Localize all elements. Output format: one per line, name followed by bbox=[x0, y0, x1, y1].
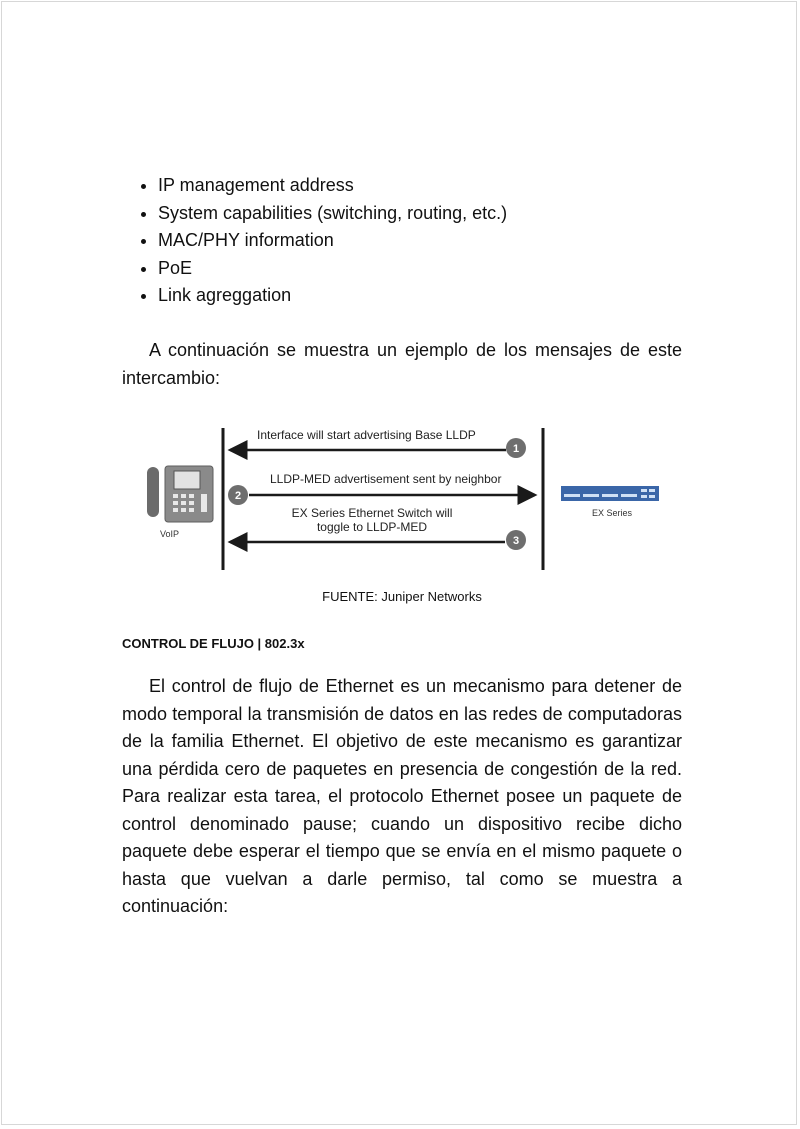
body-paragraph: El control de flujo de Ethernet es un mecanismo para detener de modo temporal la transmisión de datos en las redes de computadoras de la familia Ethernet. El objetivo de este mecanismo es garantizar una pérdida cero de paquetes en presencia de congestión de la red. Para realizar esta tarea, el protocolo Ethernet posee un paquete de control denominado pause; cuando un dispositivo recibe dicho paquete debe esperar el tiempo que se envía en el mismo paquete o hasta que vuelvan a darle permiso, tal como se muestra a continuación: bbox=[122, 676, 682, 916]
list-item: Link agreggation bbox=[140, 282, 507, 310]
list-item: IP management address bbox=[140, 172, 507, 200]
document-page bbox=[1, 1, 797, 1125]
message-3-line1: EX Series Ethernet Switch will bbox=[291, 506, 453, 520]
list-item: System capabilities (switching, routing, etc.) bbox=[140, 200, 507, 228]
figure-caption: FUENTE: Juniper Networks bbox=[322, 589, 482, 604]
message-2-label: LLDP-MED advertisement sent by neighbor bbox=[270, 472, 502, 486]
voip-phone-icon bbox=[147, 466, 213, 522]
intro-paragraph: A continuación se muestra un ejemplo de los mensajes de este intercambio: bbox=[122, 340, 682, 388]
step-2-number: 2 bbox=[234, 490, 242, 502]
message-1-label: Interface will start advertising Base LLDP bbox=[257, 428, 476, 442]
list-item: MAC/PHY information bbox=[140, 227, 507, 255]
lldp-med-diagram bbox=[127, 422, 667, 577]
list-item: PoE bbox=[140, 255, 507, 283]
message-3-line2: toggle to LLDP-MED bbox=[316, 520, 428, 534]
switch-icon bbox=[561, 486, 659, 501]
lldp-tlv-list bbox=[140, 172, 507, 310]
section-heading: CONTROL DE FLUJO | 802.3x bbox=[122, 636, 305, 651]
voip-label: VoIP bbox=[160, 529, 180, 539]
step-3-number: 3 bbox=[512, 535, 520, 547]
switch-label: EX Series bbox=[591, 508, 633, 518]
step-1-number: 1 bbox=[512, 443, 520, 455]
